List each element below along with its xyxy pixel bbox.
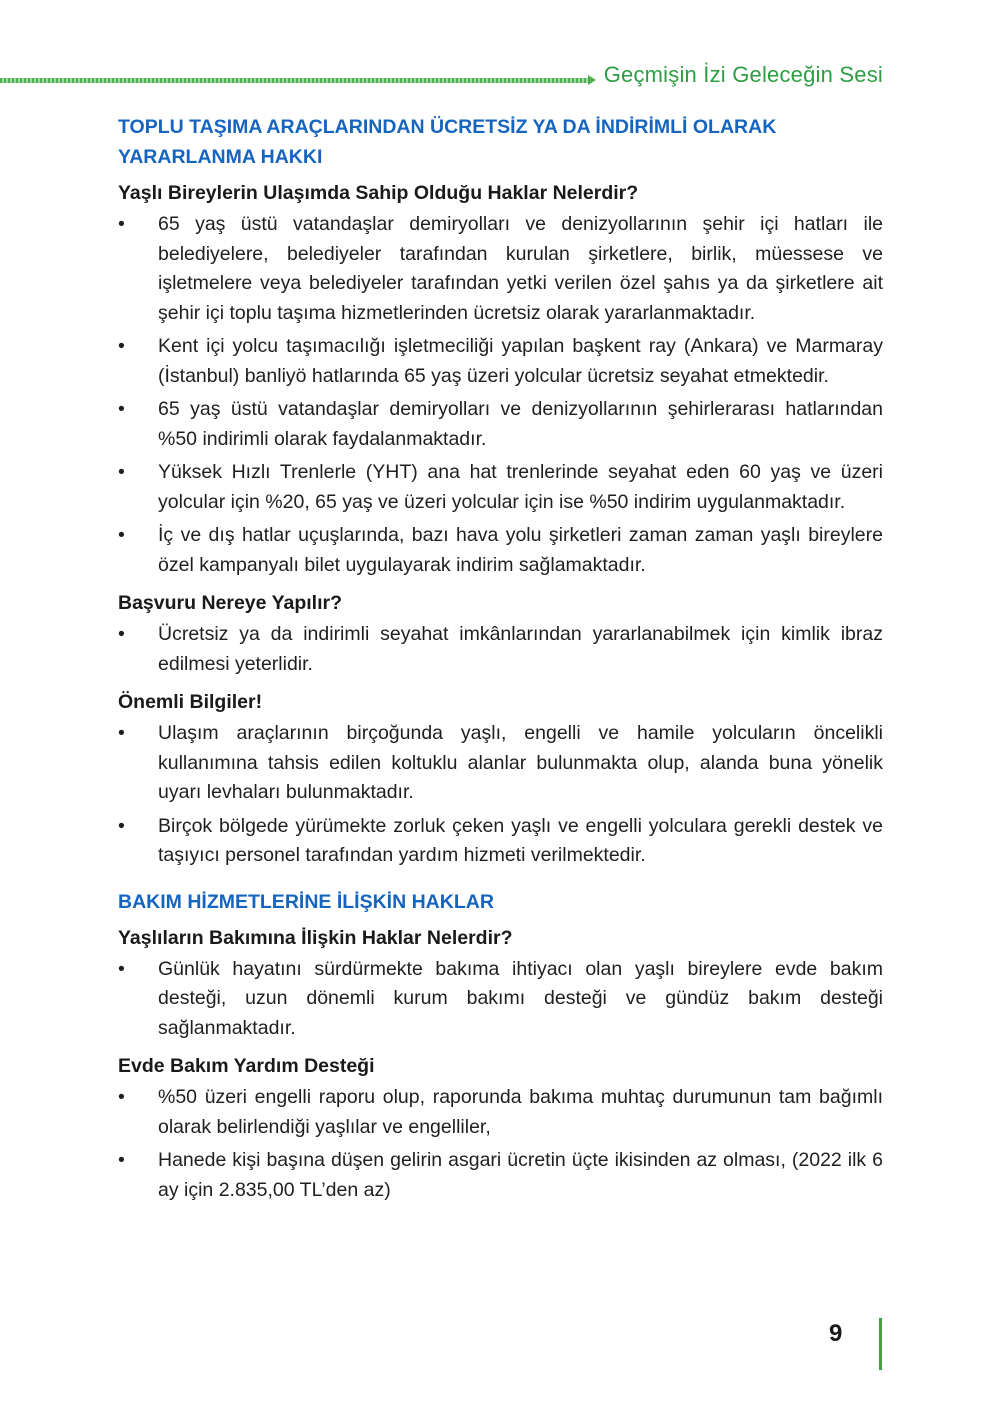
running-header-title: Geçmişin İzi Geleceğin Sesi bbox=[603, 62, 883, 87]
list-item: • 65 yaş üstü vatandaşlar demiryolları ve denizyollarının şehirlerarası hatlarından %50 indirimli olarak faydalanmaktadır. bbox=[118, 395, 883, 454]
transport-rights-list bbox=[118, 210, 883, 580]
subheading-care-rights: Yaşlıların Bakımına İlişkin Haklar Nelerdir? bbox=[118, 926, 513, 949]
list-item: • Ulaşım araçlarının birçoğunda yaşlı, engelli ve hamile yolcuların öncelikli kullanımına tahsis edilen koltuklu alanlar bulunmakta olup, alanda buna yönelik uyarı levhaları bulunmaktadır. bbox=[118, 719, 883, 808]
bullet-icon: • bbox=[118, 623, 125, 645]
care-rights-list bbox=[118, 955, 883, 1044]
bullet-icon: • bbox=[118, 957, 125, 980]
list-item: • 65 yaş üstü vatandaşlar demiryolları ve denizyollarının şehir içi hatları ile belediyelere, belediyeler tarafından kurulan şirketlere, birlik, müessese ve işletmelere veya belediyeler tarafından yetki verilen özel şahıs ya da şirketlere ait şehir içi toplu taşıma hizmetlerinden ücretsiz olarak yararlanmaktadır. bbox=[118, 210, 883, 328]
subheading-home-care: Evde Bakım Yardım Desteği bbox=[118, 1055, 375, 1077]
page-number: 9 bbox=[829, 1320, 843, 1347]
header-dotted-line bbox=[0, 78, 592, 83]
bullet-icon: • bbox=[118, 213, 125, 235]
page-number-bar bbox=[879, 1318, 882, 1370]
subheading-application: Başvuru Nereye Yapılır? bbox=[118, 592, 343, 614]
bullet-icon: • bbox=[118, 461, 125, 483]
page-content bbox=[118, 112, 883, 1215]
list-item: • Yüksek Hızlı Trenlerle (YHT) ana hat trenlerinde seyahat eden 60 yaş ve üzeri yolcular için %20, 65 yaş ve üzeri yolcular için ise %50 indirim uygulanmaktadır. bbox=[118, 458, 883, 517]
header-arrow-icon bbox=[588, 75, 596, 85]
bullet-icon: • bbox=[118, 722, 125, 744]
section-title-care: BAKIM HİZMETLERİNE İLİŞKİN HAKLAR bbox=[118, 890, 494, 913]
section-title-transport: TOPLU TAŞIMA ARAÇLARINDAN ÜCRETSİZ YA DA İNDİRİMLİ OLARAK YARARLANMA HAKKI bbox=[118, 116, 777, 168]
important-info-list bbox=[118, 719, 883, 871]
bullet-icon: • bbox=[118, 1086, 125, 1108]
list-item: • Kent içi yolcu taşımacılığı işletmeciliği yapılan başkent ray (Ankara) ve Marmaray (İstanbul) banliyö hatlarında 65 yaş üzeri yolcular ücretsiz seyahat etmektedir. bbox=[118, 332, 883, 391]
bullet-icon: • bbox=[118, 1149, 125, 1171]
list-item: • %50 üzeri engelli raporu olup, raporunda bakıma muhtaç durumunun tam bağımlı olarak belirlendiği yaşlılar ve engelliler, bbox=[118, 1083, 883, 1142]
list-item: • Birçok bölgede yürümekte zorluk çeken yaşlı ve engelli yolculara gerekli destek ve taşıyıcı personel tarafından yardım hizmeti verilmektedir. bbox=[118, 812, 883, 871]
bullet-icon: • bbox=[118, 524, 125, 546]
list-item: • Hanede kişi başına düşen gelirin asgari ücretin üçte ikisinden az olması, (2022 ilk 6 ay için 2.835,00 TL’den az) bbox=[118, 1146, 883, 1205]
home-care-list bbox=[118, 1083, 883, 1205]
application-list bbox=[118, 620, 883, 679]
bullet-icon: • bbox=[118, 814, 125, 837]
list-item: • İç ve dış hatlar uçuşlarında, bazı hava yolu şirketleri zaman zaman yaşlı bireylere özel kampanyalı bilet uygulayarak indirim sağlamaktadır. bbox=[118, 521, 883, 580]
bullet-icon: • bbox=[118, 335, 125, 357]
subheading-important-info: Önemli Bilgiler! bbox=[118, 691, 263, 713]
bullet-icon: • bbox=[118, 398, 125, 420]
list-item: • Ücretsiz ya da indirimli seyahat imkânlarından yararlanabilmek için kimlik ibraz edilmesi yeterlidir. bbox=[118, 620, 883, 679]
list-item: • Günlük hayatını sürdürmekte bakıma ihtiyacı olan yaşlı bireylere evde bakım desteği, uzun dönemli kurum bakımı desteği ve gündüz bakım desteği sağlanmaktadır. bbox=[118, 955, 883, 1044]
subheading-transport-rights: Yaşlı Bireylerin Ulaşımda Sahip Olduğu Haklar Nelerdir? bbox=[118, 182, 639, 204]
